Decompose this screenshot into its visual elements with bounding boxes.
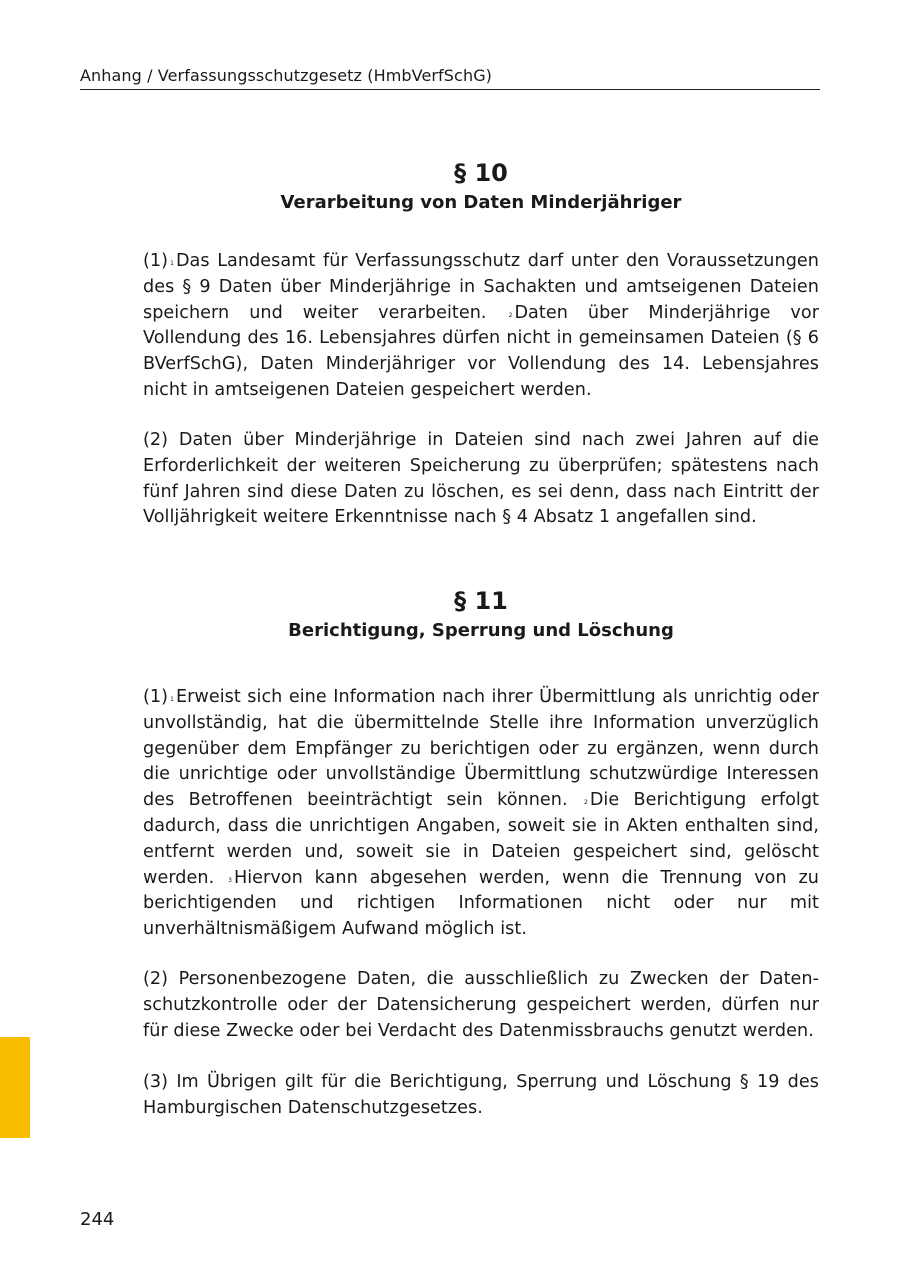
sentence-number: 1 [170, 260, 174, 267]
sentence-text: Das Landesamt für Verfassungsschutz darf unter den Voraussetzungen des § 9 Daten über Minderjährige in Sachakten und amtseigenen Dateien speichern und weiter verarbeiten. [143, 251, 819, 323]
running-header [80, 66, 820, 90]
section-10-body [143, 249, 819, 404]
section-11-body-3 [143, 1070, 819, 1122]
section-11 [143, 587, 819, 643]
section-number: § 11 [454, 587, 508, 615]
page-number: 244 [80, 1209, 115, 1230]
section-title: Berichtigung, Sperrung und Löschung [288, 620, 674, 641]
section-10 [143, 159, 819, 215]
sentence-text: Erweist sich eine Information nach ihrer Übermittlung als unrichtig oder unvollständig, hat die übermittelnde Stelle ihre Information unverzüglich gegenüber dem Empfänger zu berichtigen oder zu ergänzen, wenn durch die unrichtige oder unvollständige Übermittlung schutzwürdige Interessen des Betroffenen beeinträchtigt sein können. [143, 687, 819, 811]
section-11-body-2 [143, 967, 819, 1044]
chapter-marker-tab [0, 1037, 30, 1138]
section-title: Verarbeitung von Daten Minderjähriger [280, 192, 682, 213]
running-header-text: Anhang / Verfassungsschutzgesetz (HmbVerfSchG) [80, 66, 493, 85]
section-10-body-2 [143, 428, 819, 531]
sentence-text: Hiervon kann abgesehen werden, wenn die Trennung von zu berichtigenden und richtigen Informationen nicht oder nur mit unverhältnismäßigem Aufwand möglich ist. [143, 867, 819, 940]
paragraph-2: (2) Personenbezogene Daten, die ausschließlich zu Zwecken der Datenschutzkontrolle oder der Datensicherung gespeichert werden, dürfen nur für diese Zwecke oder bei Verdacht des Datenmissbrauchs genutzt werden. [143, 969, 819, 1041]
section-number: § 10 [454, 159, 508, 187]
sentence-number: 2 [583, 799, 588, 807]
sentence-number: 2 [508, 311, 513, 319]
paragraph-2: (2) Daten über Minderjährige in Dateien sind nach zwei Jahren auf die Erforderlichkeit der weiteren Speicherung zu überprüfen; spätestens nach fünf Jahren sind diese Daten zu löschen, es sei denn, dass nach Eintritt der Volljährigkeit weitere Erkenntnisse nach § 4 Absatz 1 angefallen sind. [143, 430, 819, 528]
sentence-number: 1 [170, 696, 174, 703]
paragraph-1 [143, 249, 819, 404]
paragraph-label: (1) [143, 251, 169, 271]
paragraph-1 [143, 685, 819, 943]
sentence-number: 3 [228, 876, 232, 884]
paragraph-label: (1) [143, 687, 169, 707]
sentence-text: Die Berichtigung erfolgt dadurch, dass die unrichtigen Angaben, soweit sie in Akten enthalten sind, entfernt werden und, soweit sie in Dateien gespeichert sind, gelöscht werden. [143, 790, 819, 888]
section-11-body [143, 685, 819, 943]
paragraph-3: (3) Im Übrigen gilt für die Berichtigung, Sperrung und Löschung § 19 des Hamburgischen Datenschutzgesetzes. [143, 1072, 819, 1118]
sentence-text: Daten über Minderjährige vor Vollendung des 16. Lebensjahres dürfen nicht in gemeinsamen Dateien (§ 6 BVerfSchG), Daten Minderjähriger vor Vollendung des 14. Lebensjahres nicht in amtseigenen Dateien gespeichert werden. [143, 302, 819, 400]
